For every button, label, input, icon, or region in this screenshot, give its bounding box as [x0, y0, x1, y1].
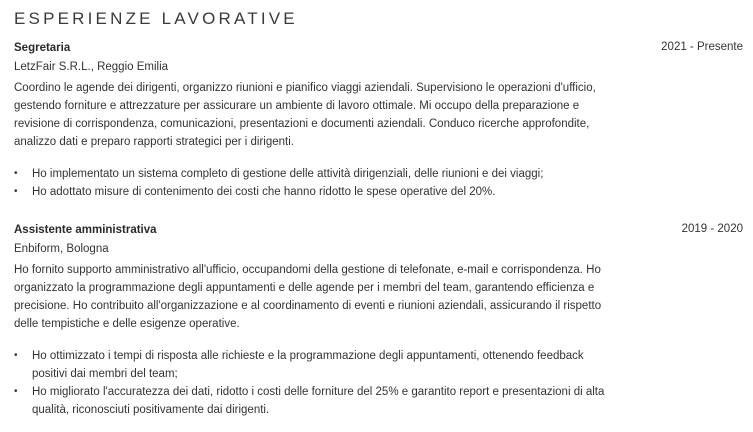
job-dates: 2019 - 2020 [681, 223, 743, 235]
achievement-item: • Ho adottato misure di contenimento dei costi che hanno ridotto le spese operative del 20%. [14, 183, 614, 201]
achievement-list [14, 347, 614, 419]
achievement-list [14, 165, 614, 201]
job-description: Ho fornito supporto amministrativo all'ufficio, occupandomi della gestione di telefonate, e-mail e corrispondenza. Ho organizzato la programmazione degli appuntamenti e delle agende per i membri del team, garantendo efficienza e precisione. Ho contribuito all'organizzazione e al coordinamento di eventi e riunioni aziendali, assicurando il rispetto delle tempistiche e delle esigenze operative. [14, 264, 602, 330]
job-title: Assistente amministrativa [14, 224, 157, 236]
job-header [14, 38, 743, 56]
job-header [14, 220, 743, 238]
job-dates: 2021 - Presente [661, 41, 743, 53]
achievement-item: • Ho ottimizzato i tempi di risposta alle richieste e la programmazione degli appuntamenti, ottenendo feedback positivi dai membri del team; [14, 347, 614, 383]
job-title: Segretaria [14, 42, 71, 54]
job-entry [14, 38, 743, 201]
job-company: LetzFair S.R.L., Reggio Emilia [14, 61, 169, 73]
achievement-item: • Ho migliorato l'accuratezza dei dati, ridotto i costi delle forniture del 25% e garantito report e presentazioni di alta qualità, riconosciuti positivamente dai dirigenti. [14, 383, 614, 419]
achievement-item: • Ho implementato un sistema completo di gestione delle attività dirigenziali, delle riunioni e dei viaggi; [14, 165, 614, 183]
job-description: Coordino le agende dei dirigenti, organizzo riunioni e pianifico viaggi aziendali. Supervisiono le operazioni d'ufficio, gestendo forniture e attrezzature per assicurare un ambiente di lavoro ottimale. Mi occupo della preparazione e revisione di corrispondenza, comunicazioni, presentazioni e documenti aziendali. Conduco ricerche approfondite, analizzo dati e preparo rapporti strategici per i dirigenti. [14, 82, 596, 148]
section-title: ESPERIENZE LAVORATIVE [14, 9, 298, 28]
job-company: Enbiform, Bologna [14, 243, 109, 255]
job-entry [14, 220, 743, 419]
